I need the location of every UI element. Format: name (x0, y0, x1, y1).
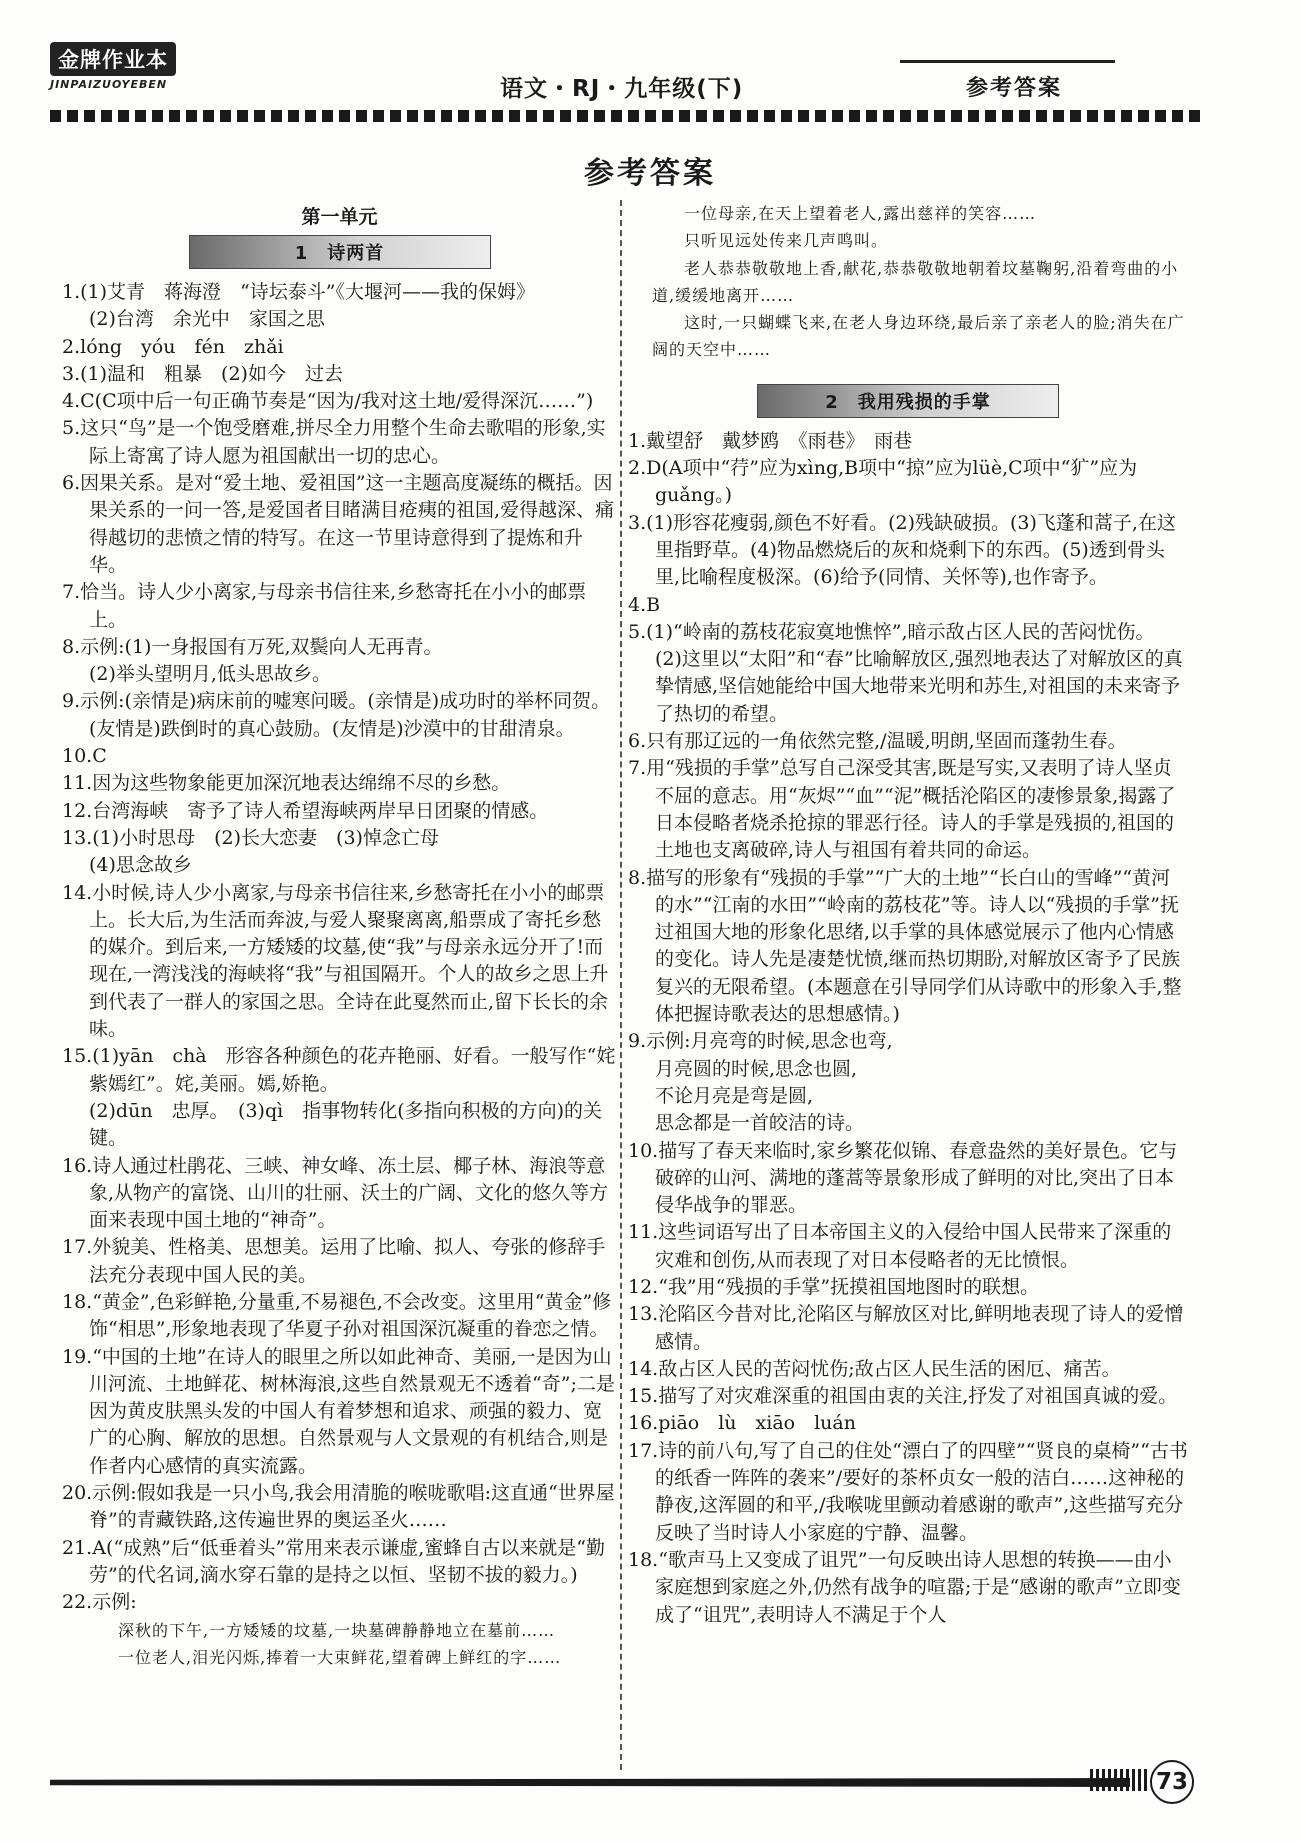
answer-item: 11.这些词语写出了日本帝国主义的入侵给中国人民带来了深重的灾难和创伤,从而表现了对日本侵略者的无比愤恨。 (628, 1221, 1172, 1271)
subject-label: 语文・RJ・九年级(下) (500, 76, 744, 102)
lesson-heading-2: 2 我用残损的手掌 (757, 384, 1059, 418)
section-label-box (900, 60, 1115, 105)
answer-item: 13.(1)小时思母 (2)长大恋妻 (3)悼念亡母 (62, 826, 439, 849)
answer-item: 17.诗的前八句,写了自己的住处“漂白了的四壁”“贤良的桌椅”“古书的纸香一阵阵的袭来”/要好的茶杯贞女一般的洁白……这神秘的静夜,这浑圆的和平,/我喉咙里颤动着感谢的歌声”,这些描写充分反映了当时诗人小家庭的宁静、温馨。 (628, 1439, 1188, 1544)
answer-item: 17.外貌美、性格美、思想美。运用了比喻、拟人、夸张的修辞手法充分表现中国人民的美。 (62, 1236, 606, 1286)
sample-paragraph: 只听见远处传来几声鸣叫。 (684, 231, 889, 251)
answer-item: 18.“歌声马上又变成了诅咒”一句反映出诗人思想的转换——由小家庭想到家庭之外,仍然有战争的喧嚣;于是“感谢的歌声”立即变成了“诅咒”,表明诗人不满足于个人 (628, 1548, 1181, 1626)
sample-paragraph: 这时,一只蝴蝶飞来,在老人身边环绕,最后亲了亲老人的脸;消失在广阔的天空中…… (652, 313, 1185, 360)
answer-item: 9.示例:月亮弯的时候,思念也弯, (628, 1030, 893, 1053)
answer-item: 22.示例: (62, 1591, 137, 1614)
lesson-heading-1: 1 诗两首 (189, 235, 491, 269)
answer-item: 6.因果关系。是对“爱土地、爱祖国”这一主题高度凝练的概括。因果关系的一问一答,是爱国者目睹满目疮痍的祖国,爱得越深、痛得越切的悲愤之情的特写。在这一节里诗意得到了提炼和升华。 (62, 472, 615, 576)
brand-subtitle: JINPAIZUOYEBEN (50, 78, 168, 91)
answer-item: 15.描写了对灾难深重的祖国由衷的关注,抒发了对祖国真诚的爱。 (628, 1385, 1178, 1408)
answer-item: 7.用“残损的手掌”总写自己深受其害,既是写实,又表明了诗人坚贞不屈的意志。用“灰烬”“血”“泥”概括沦陷区的凄惨景象,揭露了日本侵略者烧杀抢掠的罪恶行径。诗人的手掌是残损的,祖国的土地也支离破碎,诗人与祖国有着共同的命运。 (628, 757, 1176, 862)
answer-item: 14.敌占区人民的苦闷忧伤;敌占区人民生活的困厄、痛苦。 (628, 1357, 1121, 1380)
answer-item: 2.lóng yóu fén zhǎi (62, 335, 284, 358)
answer-item: 8.描写的形象有“残损的手掌”“广大的土地”“长白山的雪峰”“黄河的水”“江南的水田”“岭南的荔枝花”等。诗人以“残损的手掌”抚过祖国大地的形象化思绪,以手掌的具体感觉展示了他内心情感的变化。诗人先是凄楚忧愤,继而热切期盼,对解放区寄予了民族复兴的无限希望。(本题意在引导同学们从诗歌中的形象入手,整体把握诗歌表达的思想感情。) (628, 866, 1182, 1026)
sample-paragraph: 深秋的下午,一方矮矮的坟墓,一块墓碑静静地立在墓前…… (118, 1620, 556, 1640)
answer-item: 2.D(A项中“荇”应为xìng,B项中“掠”应为lüè,C项中“犷”应为guǎng。) (628, 457, 1138, 507)
sample-paragraph: 一位母亲,在天上望着老人,露出慈祥的笑容…… (684, 204, 1037, 223)
answer-item: 1.(1)艾青 蒋海澄 “诗坛泰斗”《大堰河——我的保姆》 (62, 281, 535, 303)
column-divider (620, 200, 622, 1770)
header-dashed-rule (50, 110, 1200, 122)
footer-rule (50, 1778, 1130, 1787)
page-number: 73 (1150, 1760, 1194, 1804)
answer-item: 10.C (62, 745, 107, 768)
answer-item: 4.B (628, 593, 661, 616)
answer-item: 16.piāo lù xiāo luán (628, 1412, 856, 1435)
brand-title: 金牌作业本 (50, 42, 176, 76)
answer-item: 6.只有那辽远的一角依然完整,/温暖,明朗,坚固而蓬勃生春。 (628, 730, 1127, 753)
answer-item: 5.(1)“岭南的荔枝花寂寞地憔悴”,暗示敌占区人民的苦闷忧伤。 (628, 620, 1155, 643)
answer-item: 5.这只“鸟”是一个饱受磨难,拼尽全力用整个生命去歌唱的形象,实际上寄寓了诗人愿为祖国献出一切的忠心。 (62, 417, 606, 467)
left-column (62, 200, 617, 1671)
answer-item: 8.示例:(1)一身报国有万死,双鬓向人无再青。 (62, 635, 443, 658)
answer-item: 19.“中国的土地”在诗人的眼里之所以如此神奇、美丽,一是因为山川河流、土地鲜花、树林海浪,这些自然景观无不透着“奇”;二是因为黄皮肤黑头发的中国人有着梦想和追求、顽强的毅力、宽广的心胸、解放的思想。自然景观与人文景观的有机结合,则是作者内心感情的真实流露。 (62, 1345, 615, 1477)
answer-item: 15.(1)yān chà 形容各种颜色的花卉艳丽、好看。一般写作“姹紫嫣红”。姹,美丽。嫣,娇艳。 (62, 1045, 616, 1095)
answer-item: 1.戴望舒 戴梦鸥 《雨巷》 雨巷 (628, 429, 913, 452)
answer-item: 11.因为这些物象能更加深沉地表达绵绵不尽的乡愁。 (62, 772, 511, 795)
sample-paragraph: 老人恭恭敬敬地上香,献花,恭恭敬敬地朝着坟墓鞠躬,沿着弯曲的小道,缓缓地离开…… (652, 258, 1179, 305)
answer-item-sub: (2)这里以“太阳”和“春”比喻解放区,强烈地表达了对解放区的真挚情感,坚信她能给中国大地带来光明和苏生,对祖国的未来寄予了热切的希望。 (655, 648, 1183, 725)
answer-item: 12.台湾海峡 寄予了诗人希望海峡两岸早日团聚的情感。 (62, 799, 549, 822)
page-title: 参考答案 (584, 156, 716, 191)
answer-item: 16.诗人通过杜鹃花、三峡、神女峰、冻土层、椰子林、海浪等意象,从物产的富饶、山川的壮丽、沃土的广阔、文化的悠久等方面来表现中国土地的“神奇”。 (62, 1154, 609, 1232)
answer-item: 9.示例:(亲情是)病床前的嘘寒问暖。(亲情是)成功时的举杯同贺。(友情是)跌倒时的真心鼓励。(友情是)沙漠中的甘甜清泉。 (62, 690, 611, 740)
unit-heading: 第一单元 (301, 206, 378, 228)
answer-item: 3.(1)温和 粗暴 (2)如今 过去 (62, 362, 343, 385)
poem-line: 不论月亮是弯是圆, (655, 1084, 814, 1107)
answer-item-sub: (2)台湾 余光中 家国之思 (89, 308, 325, 331)
answer-item-sub: (4)思念故乡 (89, 854, 192, 877)
sample-paragraph: 一位老人,泪光闪烁,捧着一大束鲜花,望着碑上鲜红的字…… (118, 1647, 562, 1667)
answer-item: 14.小时候,诗人少小离家,与母亲书信往来,乡愁寄托在小小的邮票上。长大后,为生活而奔波,与爱人聚聚离离,船票成了寄托乡愁的媒介。到后来,一方矮矮的坟墓,使“我”与母亲永远分开了!而现在,一湾浅浅的海峡将“我”与祖国隔开。个人的故乡之思上升到代表了一群人的家国之思。全诗在此戛然而止,留下长长的余味。 (62, 881, 609, 1041)
answer-item-sub: (2)举头望明月,低头思故乡。 (89, 663, 331, 686)
answer-item: 18.“黄金”,色彩鲜艳,分量重,不易褪色,不会改变。这里用“黄金”修饰“相思”,形象地表现了华夏子孙对祖国深沉凝重的眷恋之情。 (62, 1290, 612, 1341)
brand-logo (50, 42, 176, 91)
right-column (628, 200, 1188, 1629)
answer-item-sub: (2)dūn 忠厚。 (3)qì 指事物转化(多指向积极的方向)的关键。 (89, 1099, 603, 1150)
footer-stripes (1090, 1769, 1150, 1791)
answer-item: 12.“我”用“残损的手掌”抚摸祖国地图时的联想。 (628, 1275, 1040, 1298)
poem-line: 思念都是一首皎洁的诗。 (655, 1112, 865, 1135)
answer-item: 13.沦陷区今昔对比,沦陷区与解放区对比,鲜明地表现了诗人的爱憎感情。 (628, 1303, 1184, 1353)
poem-line: 月亮圆的时候,思念也圆, (655, 1057, 858, 1080)
answer-item: 20.示例:假如我是一只小鸟,我会用清脆的喉咙歌唱:这直通“世界屋脊”的青藏铁路,这传遍世界的奥运圣火…… (62, 1482, 615, 1532)
answer-item: 21.A(“成熟”后“低垂着头”常用来表示谦虚,蜜蜂自古以来就是“勤劳”的代名词,滴水穿石靠的是持之以恒、坚韧不拔的毅力。) (62, 1536, 605, 1586)
answer-item: 7.恰当。诗人少小离家,与母亲书信往来,乡愁寄托在小小的邮票上。 (62, 581, 587, 631)
answer-item: 3.(1)形容花瘦弱,颜色不好看。(2)残缺破损。(3)飞蓬和蒿子,在这里指野草。(4)物品燃烧后的灰和烧剩下的东西。(5)透到骨头里,比喻程度极深。(6)给予(同情、关怀等),也作寄予。 (628, 511, 1176, 589)
section-label: 参考答案 (966, 76, 1063, 101)
answer-item: 10.描写了春天来临时,家乡繁花似锦、春意盎然的美好景色。它与破碎的山河、满地的蓬蒿等景象形成了鲜明的对比,突出了日本侵华战争的罪恶。 (628, 1139, 1178, 1217)
answer-item: 4.C(C项中后一句正确节奏是“因为/我对这土地/爱得深沉……”) (62, 390, 594, 413)
